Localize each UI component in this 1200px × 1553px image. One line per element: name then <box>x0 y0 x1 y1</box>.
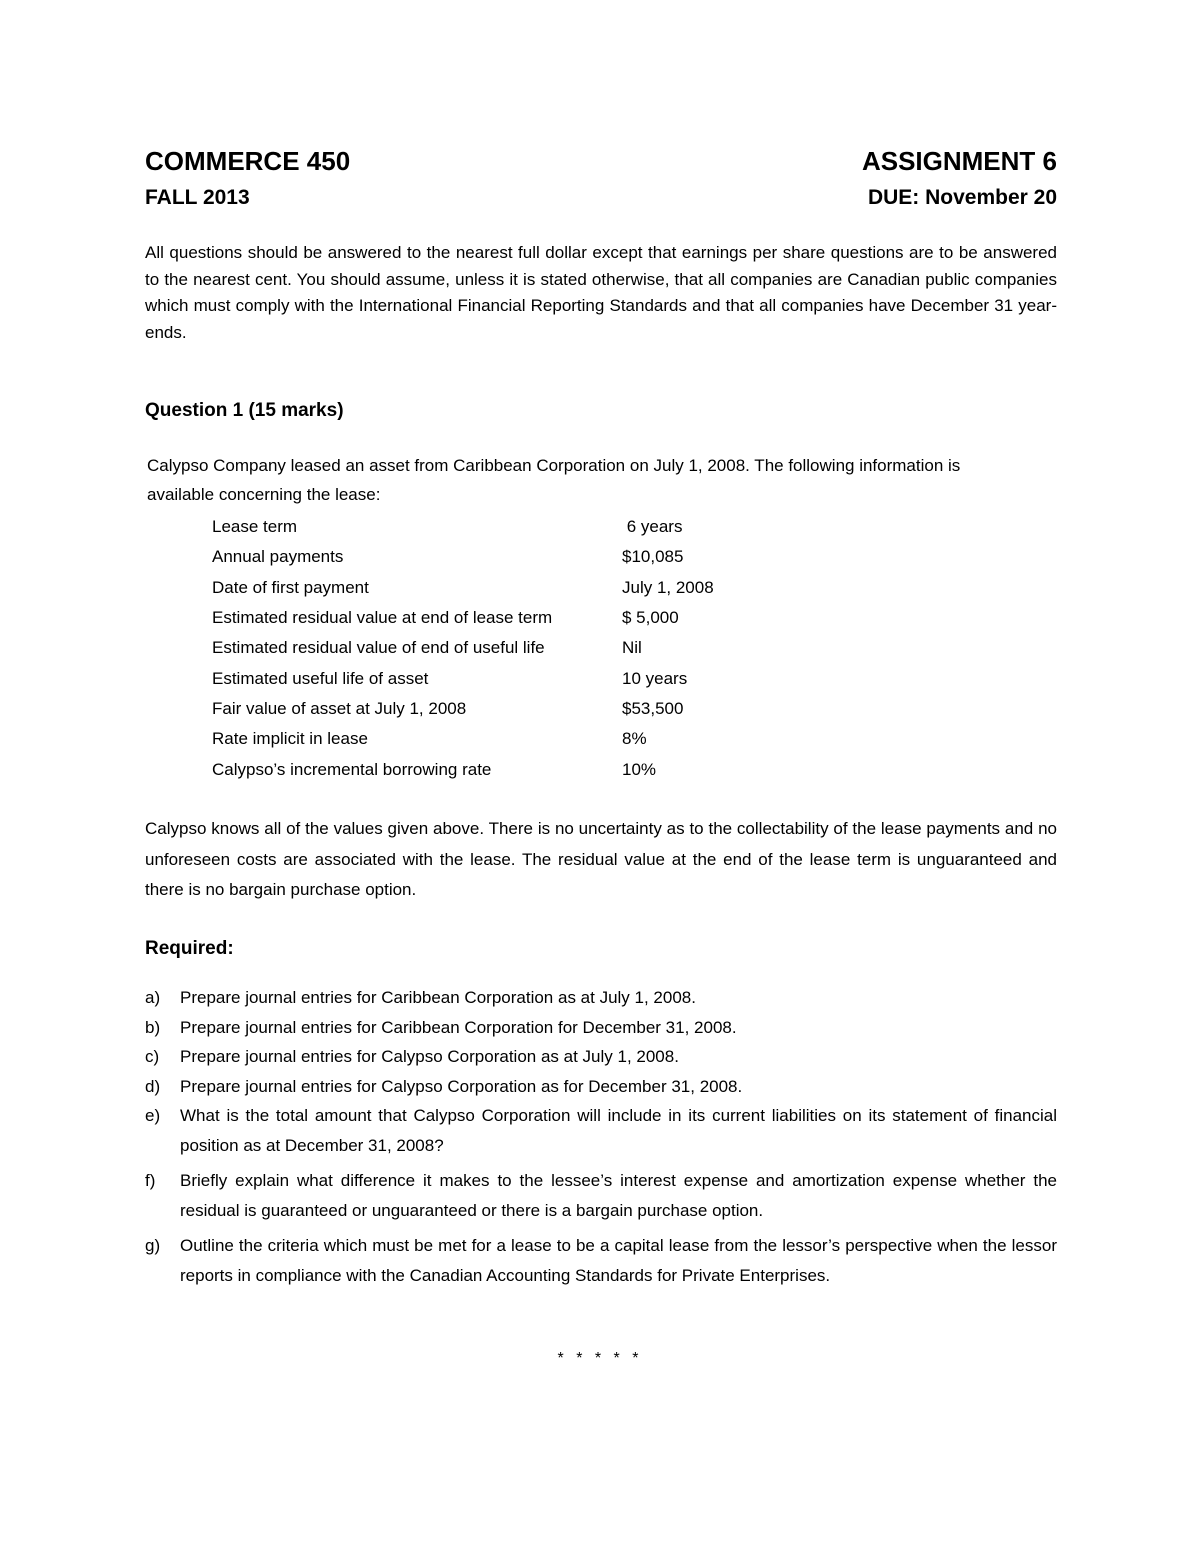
table-row <box>212 754 822 784</box>
lease-details-paragraph: Calypso knows all of the values given above. There is no uncertainty as to the collectability of the lease payments and no unforeseen costs are associated with the lease. The residual value at the end of the lease term is unguaranteed and there is no bargain purchase option. <box>145 819 1057 899</box>
table-row <box>212 633 822 663</box>
instructions-paragraph: All questions should be answered to the nearest full dollar except that earnings per share questions are to be answered to the nearest cent. You should assume, unless it is stated otherwise, that all companies are Canadian public companies which must comply with the International Financial Reporting Standards and that all companies have December 31 year-ends. <box>145 243 1057 342</box>
lease-term-label: Annual payments <box>212 547 344 567</box>
item-text: Outline the criteria which must be met for a lease to be a capital lease from the lessor’s perspective when the lessor reports in compliance with the Canadian Accounting Standards for Private Enterprises. <box>180 1236 1057 1285</box>
question-heading: Question 1 (15 marks) <box>145 400 344 421</box>
item-text: Prepare journal entries for Calypso Corporation as for December 31, 2008. <box>180 1076 743 1096</box>
item-letter: g) <box>145 1236 161 1255</box>
list-item <box>145 1013 1057 1043</box>
course-title: COMMERCE 450 <box>145 146 351 176</box>
required-list <box>145 983 1057 1290</box>
lease-term-label: Rate implicit in lease <box>212 729 368 749</box>
lease-term-value: 8% <box>622 729 647 749</box>
list-item <box>145 1042 1057 1072</box>
lease-term-label: Estimated useful life of asset <box>212 668 429 688</box>
lease-term-value: 10% <box>622 759 657 779</box>
due-date: DUE: November 20 <box>867 186 1057 209</box>
list-item <box>145 983 1057 1013</box>
table-row <box>212 724 822 754</box>
item-letter: b) <box>145 1017 161 1037</box>
item-letter: c) <box>145 1047 160 1066</box>
table-row <box>212 694 822 724</box>
table-row <box>212 603 822 633</box>
lease-term-label: Fair value of asset at July 1, 2008 <box>212 698 467 718</box>
question-intro: Calypso Company leased an asset from Caribbean Corporation on July 1, 2008. The following information is available concerning the lease: <box>147 456 961 504</box>
item-text: Briefly explain what difference it makes to the lessee’s interest expense and amortization expense whether the residual is guaranteed or unguaranteed or there is a bargain purchase option. <box>180 1171 1057 1220</box>
item-letter: d) <box>145 1076 161 1096</box>
lease-term-label: Estimated residual value at end of lease term <box>212 608 553 628</box>
item-text: Prepare journal entries for Caribbean Corporation for December 31, 2008. <box>180 1017 737 1037</box>
table-row <box>212 573 822 603</box>
lease-term-value: $ 5,000 <box>622 608 679 628</box>
assignment-title: ASSIGNMENT 6 <box>861 146 1057 176</box>
item-letter: f) <box>145 1171 156 1190</box>
item-text: Prepare journal entries for Calypso Corporation as at July 1, 2008. <box>180 1047 679 1066</box>
list-item <box>145 1231 1057 1290</box>
lease-term-value: 10 years <box>622 668 688 688</box>
table-row <box>212 663 822 693</box>
item-letter: e) <box>145 1106 161 1125</box>
item-text: What is the total amount that Calypso Corporation will include in its current liabilities on its statement of financial position as at December 31, 2008? <box>180 1106 1057 1155</box>
table-row <box>212 512 822 542</box>
table-row <box>212 542 822 572</box>
header-row-2 <box>145 186 1057 210</box>
term-label: FALL 2013 <box>145 186 250 209</box>
lease-term-label: Lease term <box>212 517 298 537</box>
header-row-1 <box>145 146 1057 177</box>
item-letter: a) <box>145 988 161 1007</box>
lease-term-value: $53,500 <box>622 698 684 718</box>
lease-term-value: Nil <box>622 638 642 658</box>
lease-term-value: 6 years <box>622 517 683 537</box>
lease-term-label: Calypso’s incremental borrowing rate <box>212 759 492 779</box>
end-marker: * * * * * <box>557 1350 643 1367</box>
item-text: Prepare journal entries for Caribbean Corporation as at July 1, 2008. <box>180 988 696 1007</box>
lease-term-label: Estimated residual value of end of useful life <box>212 638 545 658</box>
lease-term-value: July 1, 2008 <box>622 577 714 597</box>
lease-term-value: $10,085 <box>622 547 684 567</box>
list-item <box>145 1072 1057 1102</box>
list-item <box>145 1101 1057 1160</box>
lease-terms-table <box>212 512 822 785</box>
lease-term-label: Date of first payment <box>212 577 369 597</box>
list-item <box>145 1166 1057 1225</box>
required-heading: Required: <box>145 938 234 959</box>
